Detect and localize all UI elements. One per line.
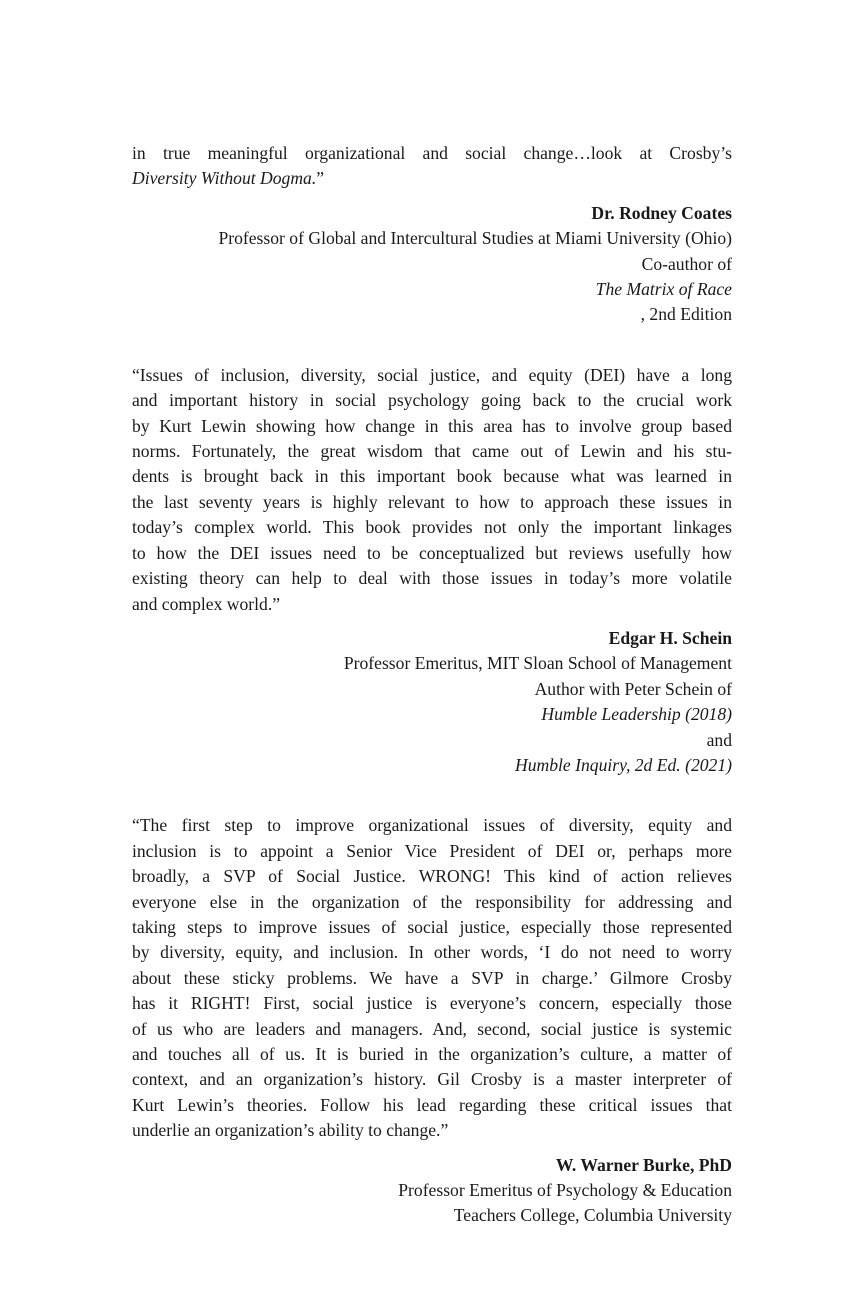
blurb-schein-text <box>132 363 732 617</box>
endorser-role: Professor of Global and Intercultural Studies at Miami University (Ohio) <box>218 228 732 249</box>
text-line: norms. Fortunately, the great wisdom that came out of Lewin and his stu- <box>132 441 732 462</box>
text-line: “Issues of inclusion, diversity, social justice, and equity (DEI) have a long <box>132 364 732 385</box>
endorser-role: Professor Emeritus, MIT Sloan School of Management <box>343 653 732 674</box>
text-line: context, and an organization’s history. Gil Crosby is a master interpreter of <box>132 1069 732 1090</box>
text-line: by diversity, equity, and inclusion. In other words, ‘I do not need to worry <box>132 942 732 963</box>
blurb-burke-text <box>132 813 732 1143</box>
text-line: existing theory can help to deal with those issues in today’s more volatile <box>132 568 732 589</box>
endorser-name: W. Warner Burke, PhD <box>555 1154 732 1175</box>
text-line: has it RIGHT! First, social justice is everyone’s concern, especially those <box>132 993 732 1014</box>
text-line: underlie an organization’s ability to change.” <box>132 1120 449 1141</box>
attribution-schein <box>132 626 732 778</box>
text-line: and important history in social psychology going back to the crucial work <box>132 390 732 411</box>
text-line: everyone else in the organization of the responsibility for addressing and <box>132 891 732 912</box>
book-title: Humble Inquiry, 2d Ed. (2021) <box>515 754 732 775</box>
endorser-role: Professor Emeritus of Psychology & Education <box>398 1180 732 1201</box>
text-line: to how the DEI issues need to be conceptualized but reviews usefully how <box>132 542 732 563</box>
endorser-name: Dr. Rodney Coates <box>591 202 732 223</box>
text-line: of us who are leaders and managers. And, second, social justice is systemic <box>132 1018 732 1039</box>
text-line: Kurt Lewin’s theories. Follow his lead regarding these critical issues that <box>132 1094 732 1115</box>
text-line: by Kurt Lewin showing how change in this area has to involve group based <box>132 415 732 436</box>
attribution-burke <box>132 1153 732 1229</box>
text-line: “The first step to improve organizational issues of diversity, equity and <box>132 815 732 836</box>
book-title: Diversity Without Dogma. <box>132 168 317 189</box>
endorser-role: Teachers College, Columbia University <box>453 1205 732 1226</box>
text-line: and touches all of us. It is buried in the organization’s culture, a matter of <box>132 1044 732 1064</box>
text-line: today’s complex world. This book provides not only the important linkages <box>132 517 732 538</box>
text-line: dents is brought back in this important book because what was learned in <box>132 466 732 487</box>
text-line: taking steps to improve issues of social justice, especially those represented <box>132 916 732 937</box>
book-title: Humble Leadership (2018) <box>541 704 732 725</box>
book-title: The Matrix of Race <box>595 279 732 300</box>
text-line: the last seventy years is highly relevant to how to approach these issues in <box>132 491 732 512</box>
text-line: broadly, a SVP of Social Justice. WRONG! This kind of action relieves <box>132 866 732 887</box>
text-line: in true meaningful organizational and social change…look at Crosby’s <box>132 143 732 163</box>
text-line: inclusion is to appoint a Senior Vice President of DEI or, perhaps more <box>132 840 732 861</box>
text-line: Diversity Without Dogma.” <box>132 168 325 189</box>
endorsements-page <box>132 141 732 1229</box>
text-line: and complex world.” <box>132 593 281 614</box>
text-line: about these sticky problems. We have a SVP in charge.’ Gilmore Crosby <box>132 967 732 988</box>
attribution-coates <box>132 201 732 328</box>
endorser-name: Edgar H. Schein <box>608 627 732 648</box>
endorser-role <box>132 753 732 778</box>
endorser-role: Author with Peter Schein of Humble Leadership (2018) and <box>534 678 732 750</box>
endorser-role: Co-author of The Matrix of Race , 2nd Edition <box>595 253 732 325</box>
blurb-coates-text <box>132 141 732 192</box>
